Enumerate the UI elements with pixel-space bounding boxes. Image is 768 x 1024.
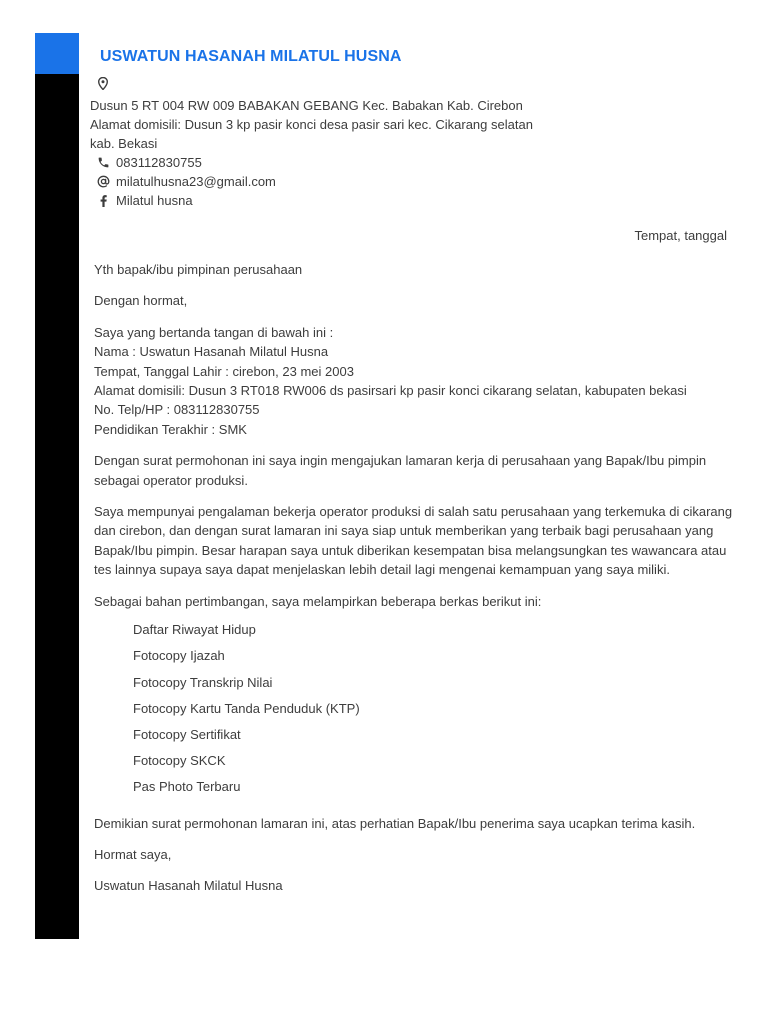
facebook-icon	[90, 195, 116, 207]
identity-block	[94, 323, 734, 439]
address-line: Alamat domisili: Dusun 3 kp pasir konci desa pasir sari kec. Cikarang selatan	[90, 117, 533, 132]
sidebar-bar	[35, 33, 79, 939]
attachment-item: Daftar Riwayat Hidup	[133, 622, 256, 638]
phone-row	[90, 153, 560, 172]
signature-name: Uswatun Hasanah Milatul Husna	[94, 878, 283, 894]
address-line: Dusun 5 RT 004 RW 009 BABAKAN GEBANG Kec. Babakan Kab. Cirebon	[90, 98, 523, 113]
attachments-intro: Sebagai bahan pertimbangan, saya melampirkan beberapa berkas berikut ini:	[94, 593, 542, 609]
phone-icon	[90, 156, 116, 169]
attachment-list	[94, 617, 734, 800]
contact-header	[90, 76, 560, 210]
facebook-name: Milatul husna	[116, 193, 193, 208]
at-icon	[90, 175, 116, 188]
identity-line: Saya yang bertanda tangan di bawah ini :	[94, 324, 334, 340]
identity-line: Nama : Uswatun Hasanah Milatul Husna	[94, 344, 329, 360]
attachment-item: Fotocopy Kartu Tanda Penduduk (KTP)	[133, 700, 360, 716]
location-pin-icon	[90, 77, 116, 90]
address-line: kab. Bekasi	[90, 136, 158, 151]
sign-off: Hormat saya,	[94, 846, 172, 862]
recipient: Yth bapak/ibu pimpinan perusahaan	[94, 262, 303, 277]
phone-number: 083112830755	[116, 155, 202, 170]
email-address: milatulhusna23@gmail.com	[116, 174, 276, 189]
closing-paragraph: Demikian surat permohonan lamaran ini, atas perhatian Bapak/Ibu penerima saya ucapkan terima kasih.	[94, 815, 696, 831]
experience-paragraph: Saya mempunyai pengalaman bekerja operator produksi di salah satu perusahaan yang terkemuka di cikarang dan cirebon, dan dengan surat lamaran ini saya siap untuk memberikan yang terbaik bagi perusahaan yang Bapak/Ibu pimpin. Besar harapan saya untuk diberikan kesempatan bisa melangsungkan tes wawancara atau tes lainnya supaya saya dapat menjelaskan lebih detail lagi mengenai kemampuan yang saya miliki.	[94, 504, 733, 578]
identity-line: Alamat domisili: Dusun 3 RT018 RW006 ds pasirsari kp pasir konci cikarang selatan, kabupaten bekasi	[94, 383, 687, 399]
intent-paragraph: Dengan surat permohonan ini saya ingin mengajukan lamaran kerja di perusahaan yang Bapak/Ibu pimpin sebagai operator produksi.	[94, 453, 707, 488]
attachment-item: Fotocopy Sertifikat	[133, 726, 241, 742]
sidebar-accent-block	[35, 33, 79, 74]
email-row	[90, 172, 560, 191]
attachment-item: Fotocopy Ijazah	[133, 648, 225, 664]
identity-line: Pendidikan Terakhir : SMK	[94, 421, 247, 437]
location-row	[90, 76, 560, 96]
letter-body	[94, 260, 734, 908]
attachment-item: Pas Photo Terbaru	[133, 779, 241, 795]
identity-line: Tempat, Tanggal Lahir : cirebon, 23 mei 2003	[94, 363, 354, 379]
attachment-item: Fotocopy SKCK	[133, 753, 226, 769]
facebook-row	[90, 191, 560, 210]
place-date: Tempat, tanggal	[634, 228, 727, 243]
attachment-item: Fotocopy Transkrip Nilai	[133, 674, 273, 690]
greeting: Dengan hormat,	[94, 293, 188, 309]
identity-line: No. Telp/HP : 083112830755	[94, 402, 260, 418]
applicant-name: USWATUN HASANAH MILATUL HUSNA	[100, 48, 402, 65]
